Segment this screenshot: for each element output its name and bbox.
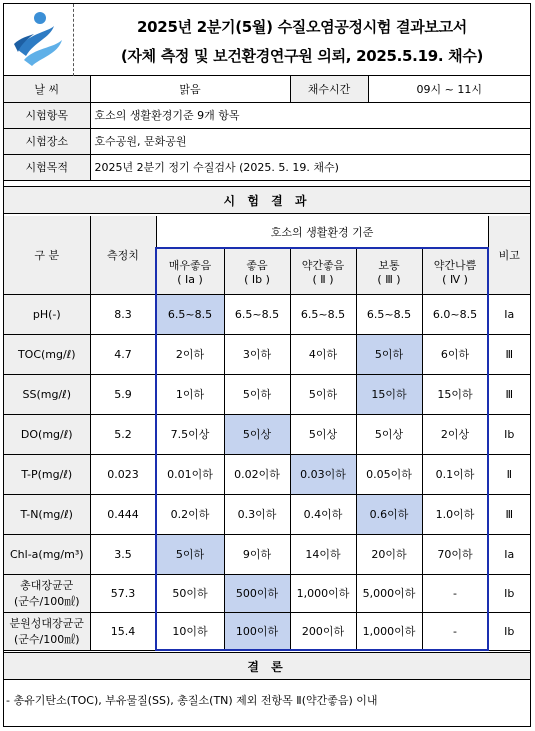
row-item-label [4,294,90,334]
purpose-value: 2025년 2분기 정기 수질검사 (2025. 5. 19. 채수) [90,154,530,180]
table-row [4,414,530,454]
logo-area [4,4,74,76]
grade-header [290,248,356,294]
report-header [4,4,530,76]
grade-code: ( Ⅰa ) [177,272,203,286]
item-name: T-P(mg/ℓ) [21,467,73,481]
grade-header [224,248,290,294]
results-section-title: 시 험 결 과 [4,186,530,214]
table-row [4,494,530,534]
grade-standard-value: 2이상 [422,414,488,454]
conclusion-section-title: 결 론 [4,652,530,680]
grade-standard-value: 0.2이하 [156,494,224,534]
item-name: DO(mg/ℓ) [20,427,73,441]
results-table [4,216,530,651]
grade-code: ( Ⅰb ) [244,272,270,286]
report-title: 2025년 2분기(5월) 수질오염공정시험 결과보고서 [137,18,467,36]
report-subtitle: (자체 측정 및 보건환경연구원 의뢰, 2025.5.19. 채수) [120,47,484,65]
measured-value: 5.9 [90,374,156,414]
note-column-header: 비고 [488,216,530,294]
item-name: T-N(mg/ℓ) [20,507,73,521]
row-item-label [4,494,90,534]
note-value: Ⅰb [488,414,530,454]
grade-name: 좋음 [246,258,268,272]
grade-standard-value: 1,000이하 [356,612,422,650]
info-row-purpose [4,154,530,180]
report-title-area [74,4,530,76]
grade-code: ( Ⅲ ) [377,272,401,286]
note-value: Ⅲ [488,334,530,374]
grade-standard-value: - [422,612,488,650]
grade-standard-value: 5이하 [356,334,422,374]
grade-header [156,248,224,294]
grade-name: 약간나쁨 [433,258,477,272]
grade-standard-value: 5이상 [224,414,290,454]
measured-value: 57.3 [90,574,156,612]
table-row [4,454,530,494]
grade-standard-value: 0.6이하 [356,494,422,534]
grade-standard-value: 0.01이하 [156,454,224,494]
grade-standard-value: 4이하 [290,334,356,374]
grade-standard-value: 1이하 [156,374,224,414]
item-name: Chl-a(mg/m³) [9,547,84,561]
item-column-header: 구 분 [4,216,90,294]
grade-standard-value: 5,000이하 [356,574,422,612]
report-frame [3,3,531,727]
item-unit: (군수/100㎖) [13,595,80,608]
info-row-weather [4,76,530,102]
note-value: Ⅲ [488,494,530,534]
info-table [4,76,530,181]
grade-standard-value: 10이하 [156,612,224,650]
note-value: Ⅰb [488,574,530,612]
row-item-label [4,574,90,612]
item-name: 분원성대장균군 [9,617,84,630]
sampling-time-label: 채수시간 [290,76,368,102]
table-row [4,374,530,414]
note-value: Ⅲ [488,374,530,414]
item-name: pH(-) [32,307,61,321]
grade-standard-value: 0.3이하 [224,494,290,534]
grade-standard-value: 70이하 [422,534,488,574]
grade-standard-value: 15이하 [356,374,422,414]
measured-column-header: 측정치 [90,216,156,294]
items-value: 호소의 생활환경기준 9개 항목 [90,102,530,128]
weather-value: 맑음 [90,76,290,102]
table-row [4,334,530,374]
note-value: Ⅰb [488,612,530,650]
grade-header [422,248,488,294]
grade-standard-value: 14이하 [290,534,356,574]
grade-standard-value: 5이상 [290,414,356,454]
row-item-label [4,414,90,454]
weather-label: 날 씨 [4,76,90,102]
grade-standard-value: - [422,574,488,612]
row-item-label [4,454,90,494]
grade-standard-value: 6.5~8.5 [156,294,224,334]
grade-standard-value: 0.03이하 [290,454,356,494]
table-row [4,294,530,334]
grade-standard-value: 0.05이하 [356,454,422,494]
grade-name: 매우좋음 [168,258,212,272]
measured-value: 4.7 [90,334,156,374]
info-row-place [4,128,530,154]
grade-standard-value: 6.0~8.5 [422,294,488,334]
measured-value: 0.444 [90,494,156,534]
grade-standard-value: 0.1이하 [422,454,488,494]
row-item-label [4,534,90,574]
grade-standard-value: 7.5이상 [156,414,224,454]
grade-standard-value: 15이하 [422,374,488,414]
note-value: Ⅱ [488,454,530,494]
grade-standard-value: 200이하 [290,612,356,650]
measured-value: 0.023 [90,454,156,494]
grade-standard-value: 100이하 [224,612,290,650]
institution-logo-icon [4,4,74,76]
item-unit: (군수/100㎖) [13,633,80,646]
grade-standard-value: 9이하 [224,534,290,574]
place-value: 호수공원, 문화공원 [90,128,530,154]
grade-standard-value: 500이하 [224,574,290,612]
note-value: Ⅰa [488,294,530,334]
grade-standard-value: 5이상 [356,414,422,454]
grade-standard-value: 5이하 [224,374,290,414]
grade-name: 약간좋음 [301,258,345,272]
grade-standard-value: 1,000이하 [290,574,356,612]
place-label: 시험장소 [4,128,90,154]
sampling-time-value: 09시 ~ 11시 [368,76,530,102]
results-header-row-1 [4,216,530,248]
measured-value: 5.2 [90,414,156,454]
grade-name: 보통 [378,258,400,272]
measured-value: 15.4 [90,612,156,650]
grade-standard-value: 3이하 [224,334,290,374]
row-item-label [4,334,90,374]
grade-standard-value: 5이하 [290,374,356,414]
item-name: TOC(mg/ℓ) [17,347,76,361]
info-row-items [4,102,530,128]
grade-standard-value: 2이하 [156,334,224,374]
standard-group-header: 호소의 생활환경 기준 [156,216,488,248]
grade-standard-value: 0.4이하 [290,494,356,534]
note-value: Ⅰa [488,534,530,574]
grade-code: ( Ⅱ ) [312,272,334,286]
grade-standard-value: 0.02이하 [224,454,290,494]
row-item-label [4,374,90,414]
measured-value: 8.3 [90,294,156,334]
grade-standard-value: 20이하 [356,534,422,574]
items-label: 시험항목 [4,102,90,128]
grade-standard-value: 6.5~8.5 [224,294,290,334]
grade-standard-value: 1.0이하 [422,494,488,534]
purpose-label: 시험목적 [4,154,90,180]
conclusion-text: - 총유기탄소(TOC), 부유물질(SS), 총질소(TN) 제외 전항목 Ⅱ(약간좋음) 이내 [6,694,378,707]
grade-standard-value: 6이하 [422,334,488,374]
grade-header [356,248,422,294]
row-item-label [4,612,90,650]
grade-standard-value: 5이하 [156,534,224,574]
item-name: 총대장균군 [20,579,74,592]
table-row [4,574,530,612]
measured-value: 3.5 [90,534,156,574]
grade-standard-value: 6.5~8.5 [356,294,422,334]
grade-code: ( Ⅳ ) [442,272,468,286]
item-name: SS(mg/ℓ) [22,387,71,401]
grade-standard-value: 6.5~8.5 [290,294,356,334]
table-row [4,612,530,650]
table-row [4,534,530,574]
grade-standard-value: 50이하 [156,574,224,612]
